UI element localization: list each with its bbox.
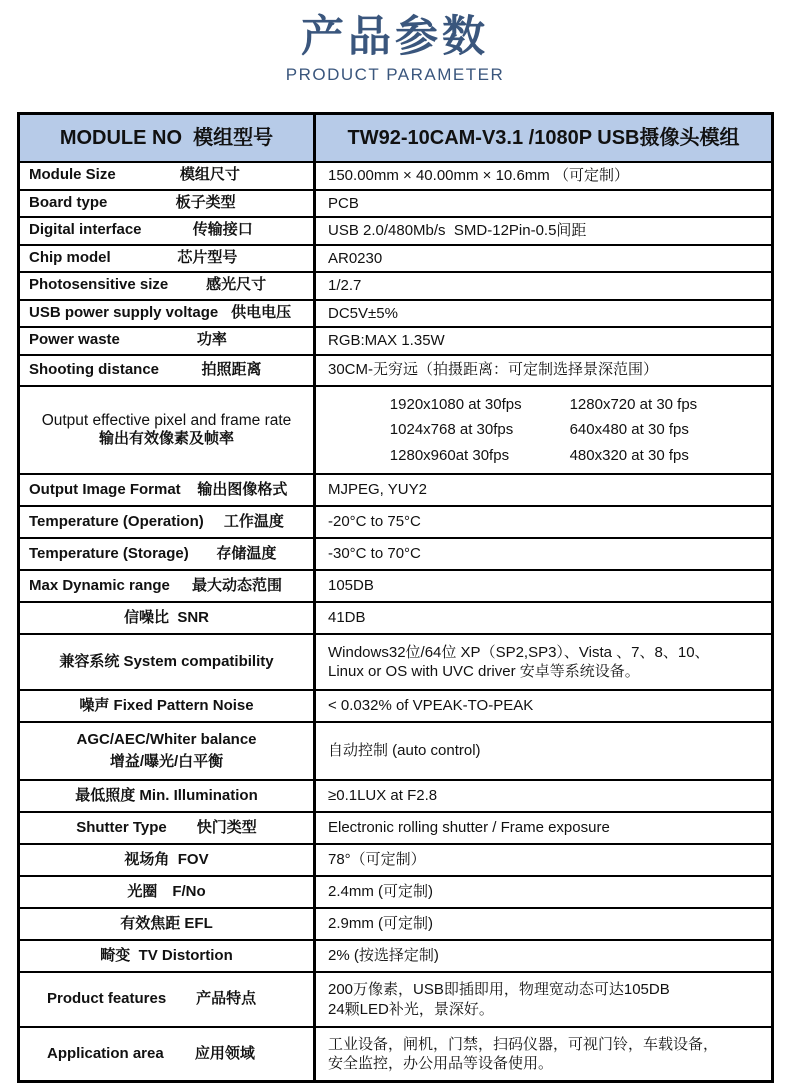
row-label-chinese: 应用领域 [194,1044,255,1062]
row-label-text: 光圈 F/No [127,882,206,900]
product-parameter-table [17,112,774,1083]
row-value-text: 安全监控，办公用品等设备使用。 [328,1055,554,1072]
table-row [20,939,771,971]
row-label [20,635,316,689]
row-label [20,539,316,569]
row-label [20,356,316,385]
row-value-text: 200万像素，USB即插即用，物理宽动态可达105DB [328,981,670,998]
row-value-text: 30CM-无穷远（拍摄距离：可定制选择景深范围） [328,361,659,379]
table-row [20,244,771,272]
row-label-english: Application area [47,1044,164,1062]
row-label-text: 信噪比 SNR [123,608,209,626]
row-value-text: 2.9mm (可定制) [328,915,434,933]
row-label-text: 畸变 TV Distortion [100,946,233,964]
table-row [20,271,771,299]
table-row [20,216,771,244]
row-value-text: 1024x768 at 30fps [389,421,514,438]
row-value-text: 2.4mm (可定制) [328,883,434,901]
table-row [20,601,771,633]
page-title: 产品参数 [301,13,489,61]
row-label [20,691,316,721]
row-label-english: Power waste [29,331,120,349]
row-value [316,218,771,244]
row-label-chinese: 输出图像格式 [197,480,288,498]
table-row [20,811,771,843]
row-value-text: DC5V±5% [328,304,398,322]
row-label [20,1028,316,1080]
page-header [0,14,790,85]
table-header-row [20,115,771,161]
row-value-text: 480x320 at 30 fps [569,446,689,464]
table-header-label: MODULE NO 模组型号 [20,115,316,161]
row-label [20,603,316,633]
row-label [20,941,316,971]
row-value [316,845,771,875]
row-value-text: PCB [328,194,359,212]
row-value-text: Electronic rolling shutter / Frame exposure [328,819,610,837]
row-value [316,191,771,217]
table-row [20,779,771,811]
row-label-text: 输出有效像素及帧率 [98,430,234,448]
row-label [20,246,316,272]
row-label [20,781,316,811]
row-label-chinese: 产品特点 [196,990,257,1008]
row-label-chinese: 芯片型号 [177,248,238,266]
row-value-text: 2% (按选择定制) [328,947,439,965]
row-label [20,973,316,1026]
table-row [20,875,771,907]
table-row [20,907,771,939]
row-value [316,691,771,721]
row-label-english: Photosensitive size [29,276,169,294]
row-label [20,507,316,537]
row-value [316,571,771,601]
row-value [316,723,771,779]
row-label-text: 兼容系统 System compatibility [59,652,274,670]
row-label-text: 视场角 FOV [124,850,209,868]
row-label-english: Output Image Format [29,480,181,498]
row-value [316,909,771,939]
row-label-text: 有效焦距 EFL [120,914,213,932]
row-label [20,813,316,843]
table-row [20,971,771,1026]
row-label [20,571,316,601]
row-label-english: Board type [29,193,108,211]
row-value-text: 1280x960at 30fps [389,446,510,464]
row-value [316,941,771,971]
row-value [316,507,771,537]
row-value-text: 78°（可定制） [328,851,426,869]
row-label [20,273,316,299]
row-label-english: Chip model [29,248,111,266]
table-row [20,537,771,569]
row-label-text: 增益/曝光/白平衡 [109,753,224,770]
row-label-text: 噪声 Fixed Pattern Noise [79,696,254,714]
row-label-english: USB power supply voltage [29,303,219,321]
row-value-text: 150.00mm × 40.00mm × 10.6mm （可定制） [328,167,629,184]
row-label-chinese: 模组尺寸 [179,166,240,184]
row-label-english: Module Size [29,166,116,184]
table-row [20,689,771,721]
row-value [316,273,771,299]
row-label [20,877,316,907]
row-value-text: MJPEG, YUY2 [328,481,427,499]
table-row [20,1026,771,1080]
row-label-chinese: 供电电压 [231,303,292,321]
row-value [316,387,771,474]
resolution-column [570,392,698,469]
row-label-chinese: 功率 [196,331,227,349]
row-value [316,1028,771,1080]
row-value-text: RGB:MAX 1.35W [328,332,445,349]
table-row [20,721,771,779]
row-value [316,781,771,811]
row-value-text: Windows32位/64位 XP（SP2,SP3）、Vista 、7、8、10、 [328,643,710,661]
table-row [20,569,771,601]
row-value [316,813,771,843]
row-label [20,218,316,244]
table-row [20,189,771,217]
row-label-text: 最低照度 Min. Illumination [75,786,258,804]
table-row [20,843,771,875]
row-label [20,163,316,189]
row-label-chinese: 最大动态范围 [191,576,282,594]
resolution-column [390,392,522,469]
table-row [20,326,771,354]
row-label [20,328,316,354]
row-label [20,301,316,327]
row-value [316,301,771,327]
row-value-text: < 0.032% of VPEAK-TO-PEAK [328,697,534,715]
table-row [20,299,771,327]
table-row [20,354,771,385]
row-value [316,539,771,569]
row-label-english: Shooting distance [29,360,160,378]
row-label-text: Shutter Type 快门类型 [76,818,257,836]
row-value-text: 1/2.7 [328,277,362,294]
row-label-chinese: 拍照距离 [201,360,262,378]
row-value [316,877,771,907]
row-label-text: Output effective pixel and frame rate [41,411,292,429]
row-label [20,723,316,779]
row-value-text: USB 2.0/480Mb/s SMD-12Pin-0.5间距 [328,222,587,239]
row-value-text: 1920x1080 at 30fps [389,395,522,413]
row-value-text: 640x480 at 30 fps [569,421,689,438]
row-value-text: AR0230 [328,249,383,267]
row-label [20,475,316,505]
row-label-english: Temperature (Operation) [29,512,204,530]
row-label [20,387,316,474]
row-label-chinese: 工作温度 [223,512,284,530]
row-label-english: Product features [47,990,167,1008]
row-label-text: AGC/AEC/Whiter balance [76,731,257,749]
row-value [316,973,771,1026]
row-value [316,603,771,633]
row-label-english: Max Dynamic range [29,576,170,594]
row-value-text: Linux or OS with UVC driver 安卓等系统设备。 [328,663,640,680]
page-subtitle: PRODUCT PARAMETER [285,65,505,85]
row-value-text: -30°C to 70°C [328,545,421,563]
row-value [316,246,771,272]
table-row [20,473,771,505]
row-value-text: 工业设备，闸机，门禁，扫码仪器，可视门铃，车载设备， [328,1035,719,1053]
row-value [316,475,771,505]
row-value-text: ≥0.1LUX at F2.8 [328,787,438,805]
row-label-chinese: 传输接口 [192,221,253,239]
row-label-english: Digital interface [29,221,142,239]
row-label-chinese: 板子类型 [175,193,236,211]
row-label-chinese: 存储温度 [216,544,277,562]
row-value [316,328,771,354]
row-value [316,635,771,689]
table-header-value: TW92-10CAM-V3.1 /1080P USB摄像头模组 [347,127,740,149]
row-value-text: 1280x720 at 30 fps [569,395,698,413]
row-label [20,845,316,875]
row-value [316,163,771,189]
row-label-english: Temperature (Storage) [29,544,189,562]
table-row [20,633,771,689]
row-label [20,909,316,939]
table-row [20,385,771,474]
row-value-text: 自动控制 (auto control) [328,742,481,760]
row-value-text: -20°C to 75°C [328,513,421,531]
row-value [316,356,771,385]
table-row [20,161,771,189]
row-value-text: 105DB [328,577,374,595]
row-value-text: 41DB [328,609,366,627]
row-label-chinese: 感光尺寸 [206,276,267,294]
table-row [20,505,771,537]
row-value-text: 24颗LED补光，景深好。 [328,1000,494,1018]
row-label [20,191,316,217]
